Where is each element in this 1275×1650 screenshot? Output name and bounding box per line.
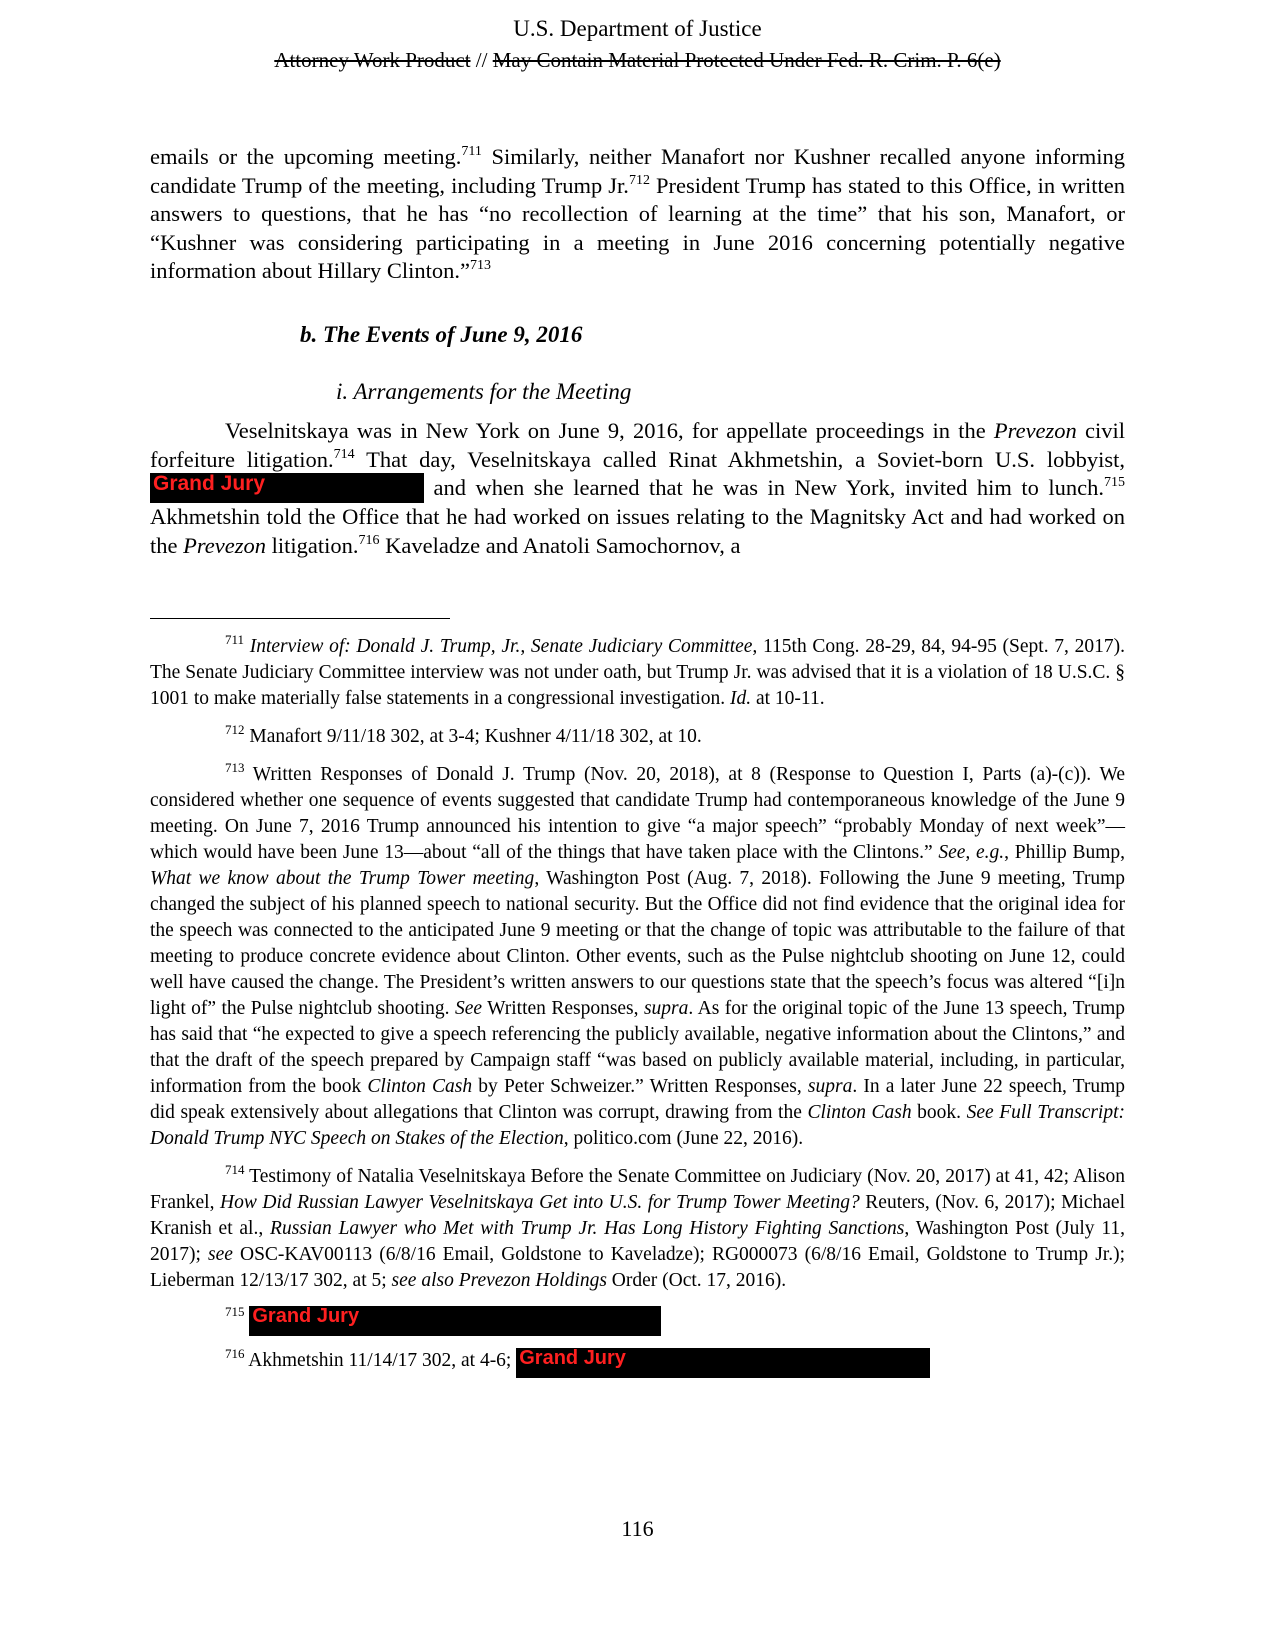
header-marking-separator: //	[470, 48, 493, 72]
footnote-714: $^{714}$ Testimony of Natalia Veselnitskaya Before the Senate Committee on Judiciary (Nov. 20, 2017) at 41, 42; Alison Frankel, How Did Russian Lawyer Veselnitskaya Get into U.S. for Trump Tower Meeting? Reuters, (Nov. 6, 2017); Michael Kranish et al., Russian Lawyer who Met with Trump Jr. Has Long History Fighting Sanctions, Washington Post (July 11, 2017); see OSC-KAV00113 (6/8/16 Email, Goldstone to Kaveladze); RG000073 (6/8/16 Email, Goldstone to Trump Jr.); Lieberman 12/13/17 302, at 5; see also Prevezon Holdings Order (Oct. 17, 2016).	[150, 1162, 1126, 1291]
footnote-number: 713	[225, 760, 245, 775]
footnotes	[150, 634, 1125, 1390]
header-title: U.S. Department of Justice	[513, 16, 762, 41]
grand-jury-redaction: Grand Jury	[516, 1348, 930, 1378]
header-marking	[0, 46, 1275, 74]
footnote-ref-712[interactable]: 712	[628, 172, 650, 188]
footnote-number: 712	[225, 722, 245, 737]
footnote-ref-715[interactable]: 715	[1104, 475, 1125, 490]
footnote-number: 715	[225, 1304, 245, 1319]
subsection-heading-i: i. Arrangements for the Meeting	[336, 379, 632, 404]
header-marking-work-product: Attorney Work Product	[274, 48, 471, 72]
grand-jury-redaction: Grand Jury	[150, 473, 424, 503]
footnote-ref-714[interactable]: 714	[333, 446, 355, 462]
footnote-711: $^{711}$ Interview of: Donald J. Trump, Jr., Senate Judiciary Committee, 115th Cong. 28-29, 84, 94-95 (Sept. 7, 2017). The Senate Judiciary Committee interview was not under oath, but Trump Jr. was advised that it is a violation of 18 U.S.C. § 1001 to make materially false statements in a congressional investigation. Id. at 10-11.	[150, 632, 1125, 709]
body-paragraph-1: emails or the upcoming meeting.$^{711}$ Similarly, neither Manafort nor Kushner recalled anyone informing candidate Trump of the meeting, including Trump Jr.$^{712}$ President Trump has stated to this Office, in written answers to questions, that he has “no recollection of learning at the time” that his son, Manafort, or “Kushner was considering participating in a meeting in June 2016 concerning potentially negative information about Hillary Clinton.”$^{713}$	[150, 144, 1125, 283]
footnote-712: $^{712}$ Manafort 9/11/18 302, at 3-4; Kushner 4/11/18 302, at 10.	[225, 722, 702, 747]
footnote-number: 711	[225, 632, 245, 647]
grand-jury-redaction: Grand Jury	[249, 1306, 661, 1336]
footnote-ref-711[interactable]: 711	[461, 144, 482, 159]
footnote-number: 714	[225, 1162, 245, 1177]
header-marking-6e: May Contain Material Protected Under Fed. R. Crim. P. 6(e)	[492, 48, 1001, 72]
footnote-715	[150, 1306, 1125, 1336]
footnote-ref-713[interactable]: 713	[469, 258, 491, 273]
footnote-713: $^{713}$ Written Responses of Donald J. Trump (Nov. 20, 2018), at 8 (Response to Question I, Parts (a)-(c)). We considered whether one sequence of events suggested that candidate Trump had contemporaneous knowledge of the June 9 meeting. On June 7, 2016 Trump announced his intention to give “a major speech” “probably Monday of next week”—which would have been June 13—about “all of the things that have taken place with the Clintons.” See, e.g., Phillip Bump, What we know about the Trump Tower meeting, Washington Post (Aug. 7, 2018). Following the June 9 meeting, Trump changed the subject of his planned speech to national security. But the Office did not find evidence that the original idea for the speech was connected to the anticipated June 9 meeting or that the change of topic was attributable to the failure of that meeting to produce concrete evidence about Clinton. Other events, such as the Pulse nightclub shooting on June 12, could well have caused the change. The President’s written answers to our questions state that the speech’s focus was altered “[i]n light of” the Pulse nightclub shooting. See Written Responses, supra. As for the original topic of the June 13 speech, Trump has said that “he expected to give a speech referencing the publicly available, negative information about the Clintons,” and that the draft of the speech prepared by Campaign staff “was based on publicly available material, including, in particular, information from the book Clinton Cash by Peter Schweizer.” Written Responses, supra. In a later June 22 speech, Trump did speak extensively about allegations that Clinton was corrupt, drawing from the Clinton Cash book. See Full Transcript: Donald Trump NYC Speech on Stakes of the Election, politico.com (June 22, 2016).	[150, 760, 1126, 1149]
section-heading-b: b. The Events of June 9, 2016	[300, 322, 583, 347]
footnote-divider	[150, 618, 450, 619]
footnote-ref-716[interactable]: 716	[358, 532, 380, 548]
page-number: 116	[621, 1516, 654, 1541]
footnote-716: $^{716}$ Akhmetshin 11/14/17 302, at 4-6; Grand Jury	[150, 1348, 1125, 1378]
body-paragraph-2: Veselnitskaya was in New York on June 9, 2016, for appellate proceedings in the Prevezon civil forfeiture litigation.$^{714}$ That day, Veselnitskaya called Rinat Akhmetshin, a Soviet-born U.S. lobbyist, Grand Jury and when she learned that he was in New York, invited him to lunch.$^{715}$ Akhmetshin told the Office that he had worked on issues relating to the Magnitsky Act and had worked on the Prevezon litigation.$^{716}$ Kaveladze and Anatoli Samochornov, a	[150, 418, 1125, 558]
footnote-number: 716	[225, 1346, 245, 1361]
